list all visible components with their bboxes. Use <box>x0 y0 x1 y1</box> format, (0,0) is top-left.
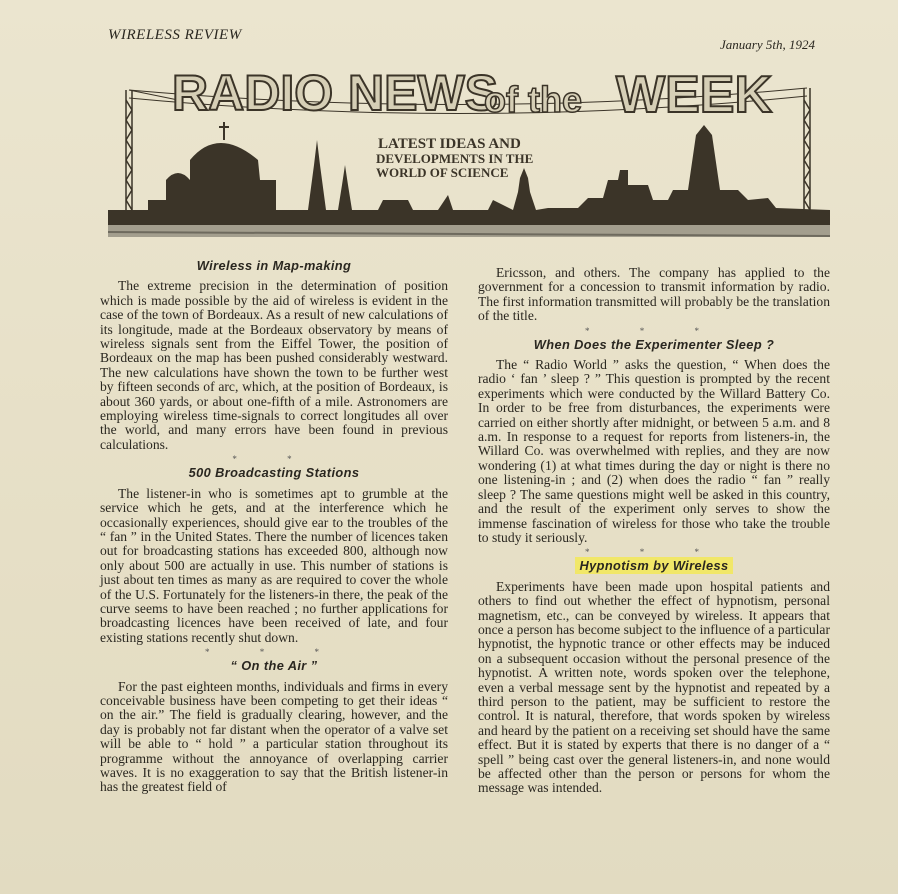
article-title-on-the-air: “ On the Air ” <box>230 658 318 674</box>
radio-news-banner <box>108 60 830 242</box>
article-body-experimenter-sleep: The “ Radio World ” asks the question, “ When does the radio ‘ fan ’ sleep ? ” This question is prompted by the recent experiments which were conducted by the Willard Battery Co. In order to be free from disturbances, the experiments were carried on either shortly after midnight, or between 5 a.m. and 8 a.m. In response to a request for reports from listeners-in, the Willard Co. was overwhelmed with replies, and they are now wondering (1) at what times during the day or night is there no one listening-in ; and (2) when does the radio “ fan ” really sleep ? The same questions might well be asked in this country, and the result of the experiment only serves to show the immense fascination of wireless for those who take the trouble to study it seriously. <box>478 357 830 545</box>
banner-subtitle-line1: LATEST IDEAS AND <box>378 136 521 152</box>
article-body-broadcasting: The listener-in who is sometimes apt to grumble at the service which he gets, and at the interference which he occasionally experiences, should give ear to the troubles of the “ fan ” in the United States. There the number of licences taken out for broadcasting stations has exceeded 800, although now only about 500 are actually in use. This number of stations is just about ten times as many as are required to cover the whole of the U.S. Fortunately for the listeners-in there, the peak of the curve seems to have been reached ; no further applications for broadcasting licences have been received of late, and four existing stations recently shut down. <box>100 485 448 645</box>
separator: * * * <box>585 325 723 336</box>
left-mast-icon <box>126 90 132 220</box>
article-title-broadcasting: 500 Broadcasting Stations <box>188 465 360 481</box>
article-heading-hypnotism <box>478 559 830 573</box>
separator: * * * <box>585 547 723 558</box>
article-body-map-making: The extreme precision in the determination of position which is made possible by the aid of wireless is evident in the case of the town of Bordeaux. As a result of new calculations of its longitude, made at the Bordeaux observatory by means of wireless signals sent from the Eiffel Tower, the position of Bordeaux on the map has been pushed considerably westward. The new calculations have shown the town to be further west by fifteen seconds of arc, which, at the position of Bordeaux, is about 360 yards, or about one-fifth of a mile. Astronomers are employing wireless time-signals to correct longitudes all over the world, and many errors have been found in previous calculations. <box>100 278 448 452</box>
separator: * * <box>232 454 316 465</box>
publication-name: WIRELESS REVIEW <box>108 27 242 43</box>
issue-date: January 5th, 1924 <box>720 37 815 52</box>
banner-word-week: WEEK <box>616 66 772 124</box>
banner-subtitle-line3: WORLD OF SCIENCE <box>376 165 509 180</box>
article-title-experimenter-sleep: When Does the Experimenter Sleep ? <box>533 336 775 352</box>
article-body-hypnotism: Experiments have been made upon hospital patients and others to find out whether the effect of hypnotism, personal magnetism, etc., can be conveyed by wireless. It appears that once a person has become subject to the influence of a particular hypnotist, the hypnotic trance or other effects may be induced on a subsequent occasion without the personal presence of the hypnotist. A written note, words spoken over the telephone, even a verbal message sent by the hypnotist and repeated by a third person to the patient, may be sufficient to restore the control. It is natural, therefore, that words spoken by wireless and heard by the patient on a receiving set should have the same effect. But it is stated by experts that there is no danger of a “ spell ” being cast over the general listeners-in, and none would be affected other than the person or persons for whom the message was intended. <box>478 578 830 796</box>
article-title-hypnotism: Hypnotism by Wireless <box>575 557 732 574</box>
banner-word-news: NEWS <box>348 65 498 121</box>
right-mast-icon <box>804 88 810 220</box>
article-body-on-the-air: For the past eighteen months, individuals and firms in every conceivable business have been competing to get their ideas “ on the air.” The field is gradually clearing, however, and the day is probably not far distant when the operator of a valve set will be able to “ hold ” a particular station throughout its programme without the annoyance of overlapping carrier waves. It is no exaggeration to say that the British listener-in has the greatest field of <box>100 678 448 795</box>
banner-word-radio: RADIO <box>172 65 334 121</box>
banner-word-of-the: of the <box>484 79 582 120</box>
left-column <box>100 259 448 795</box>
article-title-map-making: Wireless in Map-making <box>196 258 352 273</box>
separator: * * * <box>205 647 343 658</box>
article-body-ericsson: Ericsson, and others. The company has applied to the government for a concession to transmit information by radio. The first information transmitted will probably be the translation of the title. <box>478 265 830 324</box>
banner-subtitle-line2: DEVELOPMENTS IN THE <box>376 151 534 166</box>
right-column <box>478 266 830 796</box>
